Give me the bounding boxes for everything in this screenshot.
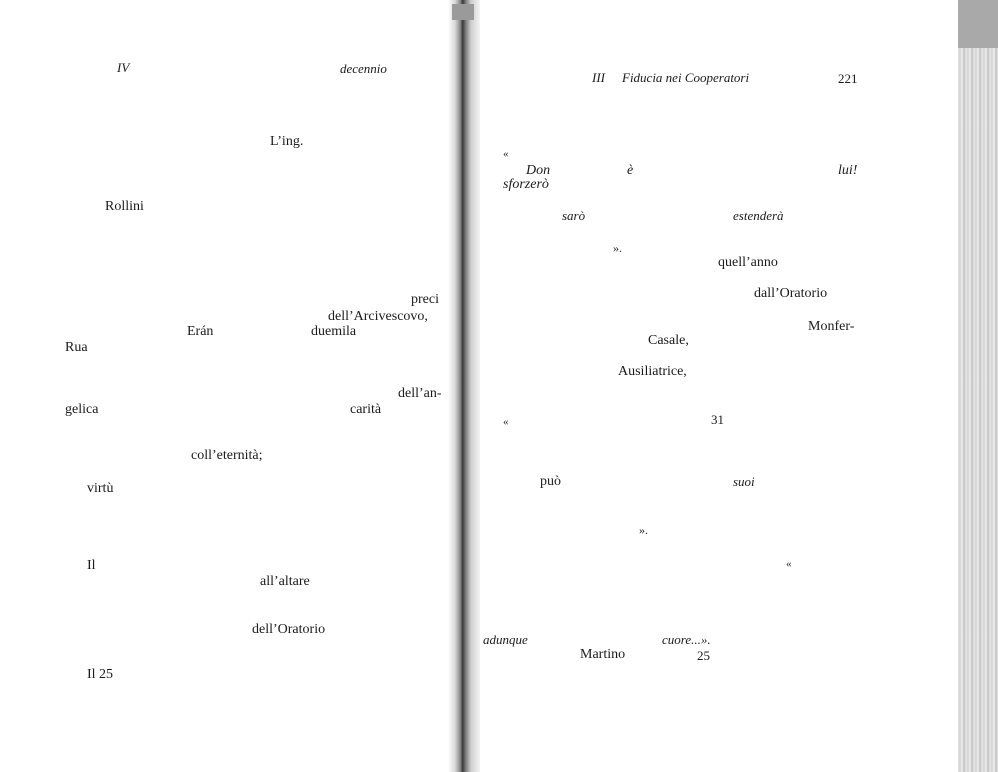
left-fragment: all’altare [260,574,310,589]
right-page [478,0,958,772]
right-fragment: « [503,416,509,428]
left-fragment: dell’an- [398,386,442,401]
right-fragment: Don [526,163,551,178]
left-fragment: dell’Arcivescovo, [328,309,428,324]
right-fragment: sforzerò [503,177,549,192]
left-fragment: gelica [65,402,99,417]
left-fragment: duemila [311,324,357,339]
right-fragment: Casale, [648,333,689,348]
right-fragment: ». [613,241,622,255]
left-fragment: Il [87,558,96,573]
book-gutter [448,0,480,772]
right-fragment: Monfer- [808,319,855,334]
left-header-word: decennio [340,61,387,76]
right-fragment: Ausiliatrice, [618,364,687,379]
left-header-numeral: IV [117,60,130,75]
left-fragment: Rollini [105,199,144,214]
left-fragment: preci [411,292,439,307]
right-fragment: sarò [562,208,586,223]
right-fragment: « [503,148,509,160]
left-fragment: Erán [187,324,214,339]
left-fragment: L’ing. [270,134,304,149]
left-fragment: virtù [87,481,114,496]
right-fragment: Martino [580,647,626,662]
gutter-shadow [452,4,474,20]
right-fragment: 31 [711,412,724,427]
left-fragment: Il 25 [87,667,114,682]
right-fragment: lui! [838,163,858,178]
left-fragment: coll’eternità; [191,448,263,463]
page-edge-stack [958,0,998,772]
right-fragment: può [540,474,561,489]
right-fragment: cuore...». [662,632,711,647]
left-fragment: Rua [65,340,88,355]
right-fragment: adunque [483,632,528,647]
left-fragment: carità [350,402,382,417]
right-fragment: estenderà [733,208,784,223]
left-fragment: dell’Oratorio [252,622,326,637]
right-fragment: suoi [733,474,755,489]
right-fragment: « [786,558,792,570]
right-header-title: Fiducia nei Cooperatori [622,70,750,85]
left-page [0,0,452,772]
right-fragment: ». [639,523,648,537]
page-number: 221 [838,71,858,86]
right-fragment: è [627,163,634,178]
right-header-numeral: III [592,70,605,85]
page-edge-shadow [958,0,998,48]
right-fragment: quell’anno [718,255,778,270]
right-fragment: dall’Oratorio [754,286,828,301]
right-fragment: 25 [697,648,710,663]
